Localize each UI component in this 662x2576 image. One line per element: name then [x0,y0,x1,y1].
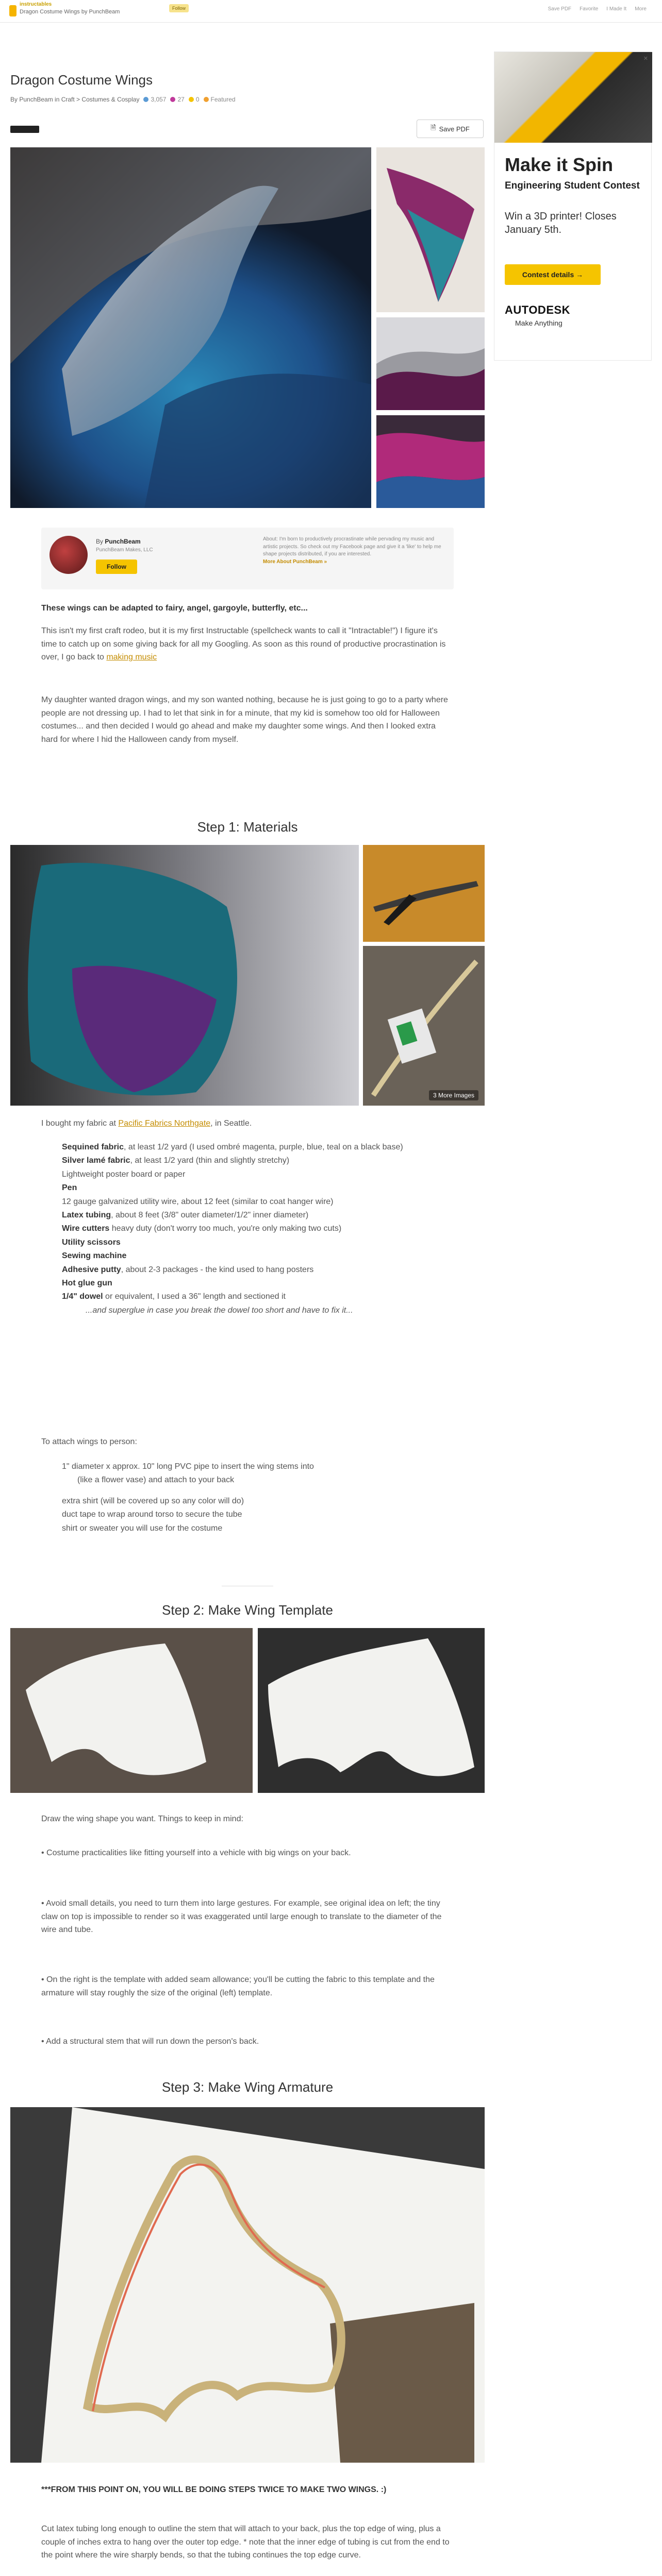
pacific-fabrics-link[interactable]: Pacific Fabrics Northgate [118,1119,211,1128]
views-stat [143,96,166,103]
ad-body: Win a 3D printer! Closes January 5th. [505,211,617,235]
heart-icon [170,97,175,102]
follow-button[interactable]: Follow [96,560,137,574]
more-about-link[interactable]: More About PunchBeam » [263,558,327,565]
ad-panel[interactable] [494,52,652,361]
ad-image [494,52,652,143]
fabric-pre: I bought my fabric at [41,1119,116,1128]
instructables-logo-icon[interactable] [9,5,16,16]
thumb-wing-detail[interactable] [376,415,485,508]
favorites-count: 27 [177,96,185,103]
save-pdf-button[interactable] [417,120,484,138]
eye-icon [143,97,148,102]
document-icon: 🗎 [431,124,436,131]
intro-lead: These wings can be adapted to fairy, angel, gargoyle, butterfly, etc... [41,604,308,613]
material-item: Sewing machine [62,1251,127,1261]
step2-template-photo-left[interactable] [10,1628,253,1793]
ad-brand: AUTODESK [505,303,571,316]
topbar-i-made-it[interactable]: I Made It [606,6,627,12]
step1-supplies-photo[interactable] [363,946,485,1106]
author-about-text: About: I'm born to productively procrastinate while pervading my music and artistic projects. So check out my Facebook page and give it a 'like' to help me shape projects distributed, if you are interested. [263,536,441,557]
comments-stat [189,96,200,103]
byline [10,96,236,103]
superglue-note: ...and superglue in case you break the dowel too short and have to fix it... [86,1306,353,1315]
attach-item: duct tape to wrap around torso to secure the tube [62,1510,242,1519]
star-icon [204,97,209,102]
attach-item: shirt or sweater you will use for the costume [62,1523,223,1533]
intro-paragraph-2: My daughter wanted dragon wings, and my son wanted nothing, because he is just going to go to a party where people are not dressing up. I had to let that sink in for a minute, that my kid is somehow too old for Halloween costumes... and then decided I would go ahead and make my daughter some wings. And then I looked extra hard for where I hid the Halloween candy from myself. [41,696,448,744]
materials-list [62,1141,464,1317]
material-item: Lightweight poster board or paper [62,1170,186,1179]
material-item: 12 gauge galvanized utility wire, about 12 feet (similar to coat hanger wire) [62,1197,334,1206]
step2-bullet-4: • Add a structural stem that will run down the person's back. [41,2037,259,2046]
author-about [263,536,443,566]
author-box [41,528,454,589]
material-item: 1/4" dowel or equivalent, I used a 36" length and sectioned it [62,1292,286,1301]
step3-p1: Cut latex tubing long enough to outline the stem that will attach to your back, plus the top edge of wing, plus a couple of inches extra to hang over the outer top edge. * note that the inner edge of tubing is cut from the end to the point where the wire sharply bends, so that the tubing continues the top edge curve. [41,2524,450,2560]
save-pdf-label: Save PDF [439,125,470,133]
step1-main-photo-sequins[interactable] [10,845,359,1106]
step2-bullet-2: • Avoid small details, you need to turn them into large gestures. For example, see original idea on left; the tiny claw on top is impossible to render so it was exaggerated until large enough to translate to the diameter of the wire and tube. [41,1899,442,1935]
material-item: Sequined fabric, at least 1/2 yard (I used ombré magenta, purple, blue, teal on a black base) [62,1143,403,1151]
intro-p1-text: This isn't my first craft rodeo, but it is my first Instructable (spellcheck wants to call it "Intractable!") I figure it's time to catch up on some giving back for all my Googling. As soon as this round of productive procrastination is over, I go back to [41,626,446,662]
intro-paragraph-1 [41,624,454,664]
step2-p1: Draw the wing shape you want. Things to keep in mind: [41,1815,243,1823]
topbar-follow-button[interactable]: Follow [169,4,189,12]
thumb-silver-fabric[interactable] [376,317,485,410]
ad-subtitle: Engineering Student Contest [505,180,640,191]
material-item: Latex tubing, about 8 feet (3/8" outer diameter/1/2" inner diameter) [62,1210,309,1219]
featured-badge [204,96,236,103]
step-1-title: Step 1: Materials [197,819,298,835]
topbar-actions [548,6,647,12]
topbar-save-pdf[interactable]: Save PDF [548,6,572,12]
material-item: Adhesive putty, about 2-3 packages - the kind used to hang posters [62,1265,314,1274]
step1-wire-cutters-photo[interactable] [363,845,485,942]
topbar-more[interactable]: More [635,6,647,12]
more-images-label[interactable]: 3 More Images [429,1090,478,1100]
attach-list [62,1460,464,1535]
author-sub: PunchBeam Makes, LLC [96,547,153,553]
featured-label: Featured [210,96,236,103]
material-item: Silver lamé fabric, at least 1/2 yard (thin and slightly stretchy) [62,1156,290,1165]
material-item: Pen [62,1183,77,1193]
avatar[interactable] [49,536,88,574]
ad-title: Make it Spin [505,154,614,175]
site-name[interactable]: instructables [20,2,52,7]
making-music-link[interactable]: making music [106,653,157,662]
step2-bullet-3: • On the right is the template with added seam allowance; you'll be cutting the fabric to this template and the armature will stay roughly the size of the original (left) template. [41,1975,435,1997]
topbar-favorite[interactable]: Favorite [580,6,599,12]
page-title: Dragon Costume Wings [10,72,153,88]
attach-item: 1" diameter x approx. 10" long PVC pipe to insert the wing stems into [62,1462,314,1471]
breadcrumb[interactable]: Dragon Costume Wings by PunchBeam [20,9,120,15]
thumb-wing-on-wall[interactable] [376,147,485,312]
fabric-post: , in Seattle. [210,1119,252,1128]
step2-template-photo-right[interactable] [258,1628,485,1793]
main-photo-sequin-wing[interactable] [10,147,371,508]
material-item: Wire cutters heavy duty (don't worry too much, you're only making two cuts) [62,1224,342,1233]
byline-text[interactable]: By PunchBeam in Craft > Costumes & Cosplay [10,96,140,103]
top-bar [0,0,662,23]
material-item: Hot glue gun [62,1278,112,1287]
attach-heading: To attach wings to person: [41,1437,137,1446]
ad-contest-button[interactable]: Contest details → [505,264,601,285]
step3-armature-photo[interactable] [10,2107,485,2463]
step3-warning: ***FROM THIS POINT ON, YOU WILL BE DOING STEPS TWICE TO MAKE TWO WINGS. :) [41,2485,387,2494]
favorites-stat [170,96,184,103]
ad-tagline: Make Anything [515,319,562,327]
attach-item-cont: (like a flower vase) and attach to your back [77,1476,235,1485]
comment-icon [189,97,194,102]
ad-close-icon[interactable]: ✕ [643,56,648,62]
views-count: 3,057 [151,96,167,103]
step2-bullet-1: • Costume practicalities like fitting yourself into a vehicle with big wings on your back. [41,1849,351,1857]
step-3-title: Step 3: Make Wing Armature [161,2079,334,2095]
fabric-source [41,1117,454,1130]
author-name[interactable]: PunchBeam [105,538,141,545]
comments-count: 0 [195,96,200,103]
license-badge[interactable] [10,126,39,133]
material-item: Utility scissors [62,1238,121,1247]
attach-item: extra shirt (will be covered up so any color will do) [62,1496,244,1505]
step-2-title: Step 2: Make Wing Template [162,1602,333,1618]
by-prefix: By [96,538,104,545]
author-by [96,538,141,545]
